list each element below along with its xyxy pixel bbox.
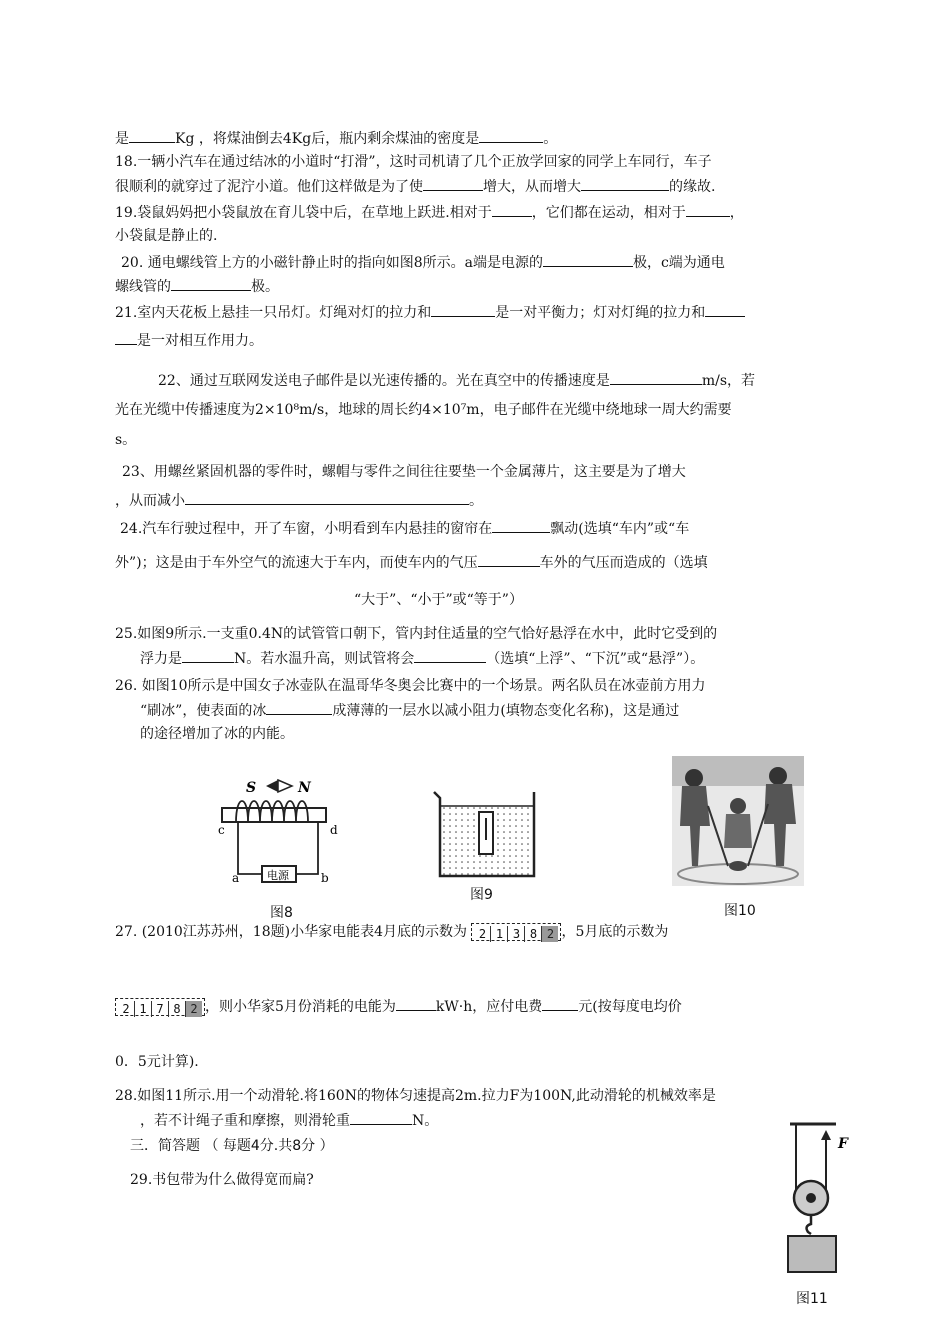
text: 极，c端为通电 xyxy=(632,255,725,271)
text: 的途径增加了冰的内能。 xyxy=(140,726,294,742)
q20-line2 xyxy=(115,276,279,297)
figure-9-caption: 图9 xyxy=(470,887,493,903)
player-right-head xyxy=(769,767,787,785)
figure-8-caption: 图8 xyxy=(270,905,293,921)
text: ，从而减小 xyxy=(115,493,185,509)
force-arrow xyxy=(821,1130,831,1140)
label-c: c xyxy=(218,823,225,837)
label-b: b xyxy=(321,871,329,885)
q20-line1 xyxy=(121,252,725,273)
text: 是一对平衡力；灯对灯绳的拉力和 xyxy=(495,305,706,321)
q21-line1 xyxy=(115,302,745,323)
q25-line2 xyxy=(140,648,704,669)
q27-line3 xyxy=(115,1052,199,1072)
meter-april xyxy=(471,923,561,941)
text: 21.室内天花板上悬挂一只吊灯。灯绳对灯的拉力和 xyxy=(115,305,432,321)
section-3-heading: 三．简答题 （ 每题4分.共8分 ） xyxy=(130,1138,334,1154)
meter-digit: 8 xyxy=(169,1001,186,1017)
text: kW·h，应付电费 xyxy=(435,999,543,1015)
text: 0．5元计算). xyxy=(115,1054,199,1070)
text: 。 xyxy=(543,131,558,147)
text: ，则小华家5月份消耗的电能为 xyxy=(205,999,396,1015)
solenoid-coil xyxy=(236,801,308,822)
label-n: N xyxy=(298,780,311,796)
text: 极。 xyxy=(251,279,279,295)
q19-line1 xyxy=(115,202,744,223)
q22-line2 xyxy=(115,400,732,420)
text: 增大，从而增大 xyxy=(483,179,581,195)
text: “大于”、“小于”或“等于”） xyxy=(354,592,523,608)
text: N。若水温升高，则试管将会 xyxy=(234,651,415,667)
q27-line2 xyxy=(115,996,682,1017)
meter-digit: 2 xyxy=(474,926,491,942)
text: 元(按每度电均价 xyxy=(578,999,682,1015)
blank[interactable] xyxy=(543,252,633,267)
blank[interactable] xyxy=(705,302,745,317)
q28-line1 xyxy=(115,1086,716,1106)
text: 18.一辆小汽车在通过结冰的小道时“打滑”，这时司机请了几个正放学回家的同学上车同行，车子 xyxy=(115,154,712,170)
text: 成薄薄的一层水以减小阻力(填物态变化名称)，这是通过 xyxy=(332,703,680,719)
q29-line: 29.书包带为什么做得宽而扁? xyxy=(130,1172,314,1188)
player-center-body xyxy=(724,814,752,848)
text: 车外的气压而造成的（选填 xyxy=(539,555,708,571)
blank[interactable] xyxy=(185,490,469,505)
q24-line3 xyxy=(354,590,523,610)
force-label: F xyxy=(838,1136,848,1152)
label-a: a xyxy=(232,871,240,885)
label-s: S xyxy=(246,780,257,796)
blank[interactable] xyxy=(350,1110,412,1125)
text: 22、通过互联网发送电子邮件是以光速传播的。光在真空中的传播速度是 xyxy=(158,373,610,389)
blank[interactable] xyxy=(492,202,532,217)
text: 19.袋鼠妈妈把小袋鼠放在育儿袋中后，在草地上跃进.相对于 xyxy=(115,205,492,221)
text: 20. 通电螺线管上方的小磁针静止时的指向如图8所示。a端是电源的 xyxy=(121,255,543,271)
compass-needle-n xyxy=(278,780,292,792)
text: N。 xyxy=(412,1113,439,1129)
meter-digit: 7 xyxy=(152,1001,169,1017)
weight-block xyxy=(788,1236,836,1272)
meter-digit: 8 xyxy=(525,926,542,942)
q26-line2 xyxy=(140,700,679,721)
hook xyxy=(807,1215,811,1234)
power-source-label: 电源 xyxy=(267,869,289,882)
text: 外”)；这是由于车外空气的流速大于车内，而使车内的气压 xyxy=(115,555,478,571)
text: 小袋鼠是静止的. xyxy=(115,228,218,244)
player-center-head xyxy=(730,798,746,814)
text: 27. (2010江苏苏州，18题)小华家电能表4月底的示数为 xyxy=(115,924,467,940)
text: “刷冰”，使表面的冰 xyxy=(140,703,267,719)
compass-needle-s xyxy=(266,780,278,792)
q27-line1 xyxy=(115,922,668,942)
figure-8-solenoid xyxy=(218,774,348,890)
text: ，它们都在运动，相对于 xyxy=(531,205,686,221)
text: 光在光缆中传播速度为2×10⁸m/s，地球的周长约4×10⁷m，电子邮件在光缆中绕地球一周大约需要 xyxy=(115,402,732,418)
q23-line2 xyxy=(115,490,483,511)
meter-digit: 3 xyxy=(508,926,525,942)
blank[interactable] xyxy=(581,176,669,191)
text: 25.如图9所示.一支重0.4N的试管管口朝下，管内封住适量的空气恰好悬浮在水中，此时它受到的 xyxy=(115,626,718,642)
blank[interactable] xyxy=(542,996,578,1011)
q26-line3 xyxy=(140,724,294,744)
q28-line2 xyxy=(140,1110,438,1131)
figure-10-caption: 图10 xyxy=(724,903,756,919)
blank[interactable] xyxy=(492,518,550,533)
text: m/s，若 xyxy=(701,373,756,389)
q21-line2 xyxy=(115,330,263,351)
blank[interactable] xyxy=(396,996,436,1011)
text: 26. 如图10所示是中国女子冰壶队在温哥华冬奥会比赛中的一个场景。两名队员在冰壶前方用力 xyxy=(115,678,706,694)
text: 23、用螺丝紧固机器的零件时，螺帽与零件之间往往要垫一个金属薄片，这主要是为了增大 xyxy=(122,464,686,480)
q19-line2 xyxy=(115,226,217,246)
text: Kg ，将煤油倒去4Kg后，瓶内剩余煤油的密度是 xyxy=(175,131,480,147)
text: （选填“上浮”、“下沉”或“悬浮”）。 xyxy=(486,651,705,667)
text: 飘动(选填“车内”或“车 xyxy=(550,521,690,537)
figure-9-beaker xyxy=(430,788,544,880)
q25-line1 xyxy=(115,624,717,644)
blank[interactable] xyxy=(129,128,175,143)
text: 螺线管的 xyxy=(115,279,171,295)
blank[interactable] xyxy=(431,302,495,317)
meter-digit: 2 xyxy=(118,1001,135,1017)
q22-line3 xyxy=(115,430,136,450)
blank[interactable] xyxy=(171,276,251,291)
meter-digit-decimal: 2 xyxy=(542,926,558,942)
figure-11-pulley xyxy=(780,1118,856,1282)
blank[interactable] xyxy=(610,370,702,385)
blank[interactable] xyxy=(479,128,543,143)
blank[interactable] xyxy=(266,700,332,715)
blank[interactable] xyxy=(686,202,730,217)
text: 是 xyxy=(115,131,129,147)
text: 。 xyxy=(469,493,483,509)
blank[interactable] xyxy=(182,648,234,663)
curling-stone xyxy=(729,861,747,871)
q26-line1 xyxy=(115,676,706,696)
meter-digit: 1 xyxy=(135,1001,152,1017)
figure-11-caption: 图11 xyxy=(796,1291,828,1307)
blank[interactable] xyxy=(478,552,540,567)
text: 的缘故. xyxy=(669,179,716,195)
player-left-head xyxy=(685,769,703,787)
q24-line1 xyxy=(120,518,689,539)
text: ，若不计绳子重和摩擦，则滑轮重 xyxy=(140,1113,350,1129)
wire-right xyxy=(296,822,318,874)
meter-digit-decimal: 2 xyxy=(186,1001,202,1017)
pulley-axle xyxy=(806,1193,816,1203)
text: 浮力是 xyxy=(140,651,182,667)
text: 是一对相互作用力。 xyxy=(137,333,263,349)
q18-line1 xyxy=(115,152,712,172)
wire-left xyxy=(238,822,262,874)
blank[interactable] xyxy=(115,330,137,345)
label-d: d xyxy=(330,823,338,837)
text: ，5月底的示数为 xyxy=(561,924,669,940)
q18-line2 xyxy=(115,176,715,197)
q22-line1 xyxy=(158,370,755,391)
text: ， xyxy=(729,205,744,221)
meter-may xyxy=(115,998,205,1016)
text: 很顺利的就穿过了泥泞小道。他们这样做是为了使 xyxy=(115,179,423,195)
meter-digit: 1 xyxy=(491,926,508,942)
q17-line xyxy=(115,128,557,149)
text: 24.汽车行驶过程中，开了车窗，小明看到车内悬挂的窗帘在 xyxy=(120,521,493,537)
blank[interactable] xyxy=(414,648,486,663)
text: s。 xyxy=(115,432,137,448)
q24-line2 xyxy=(115,552,708,573)
q23-line1 xyxy=(122,462,686,482)
figure-10-curling-photo xyxy=(672,756,804,886)
blank[interactable] xyxy=(423,176,483,191)
text: 28.如图11所示.用一个动滑轮.将160N的物体匀速提高2m.拉力F为100N,此动滑轮的机械效率是 xyxy=(115,1088,716,1104)
